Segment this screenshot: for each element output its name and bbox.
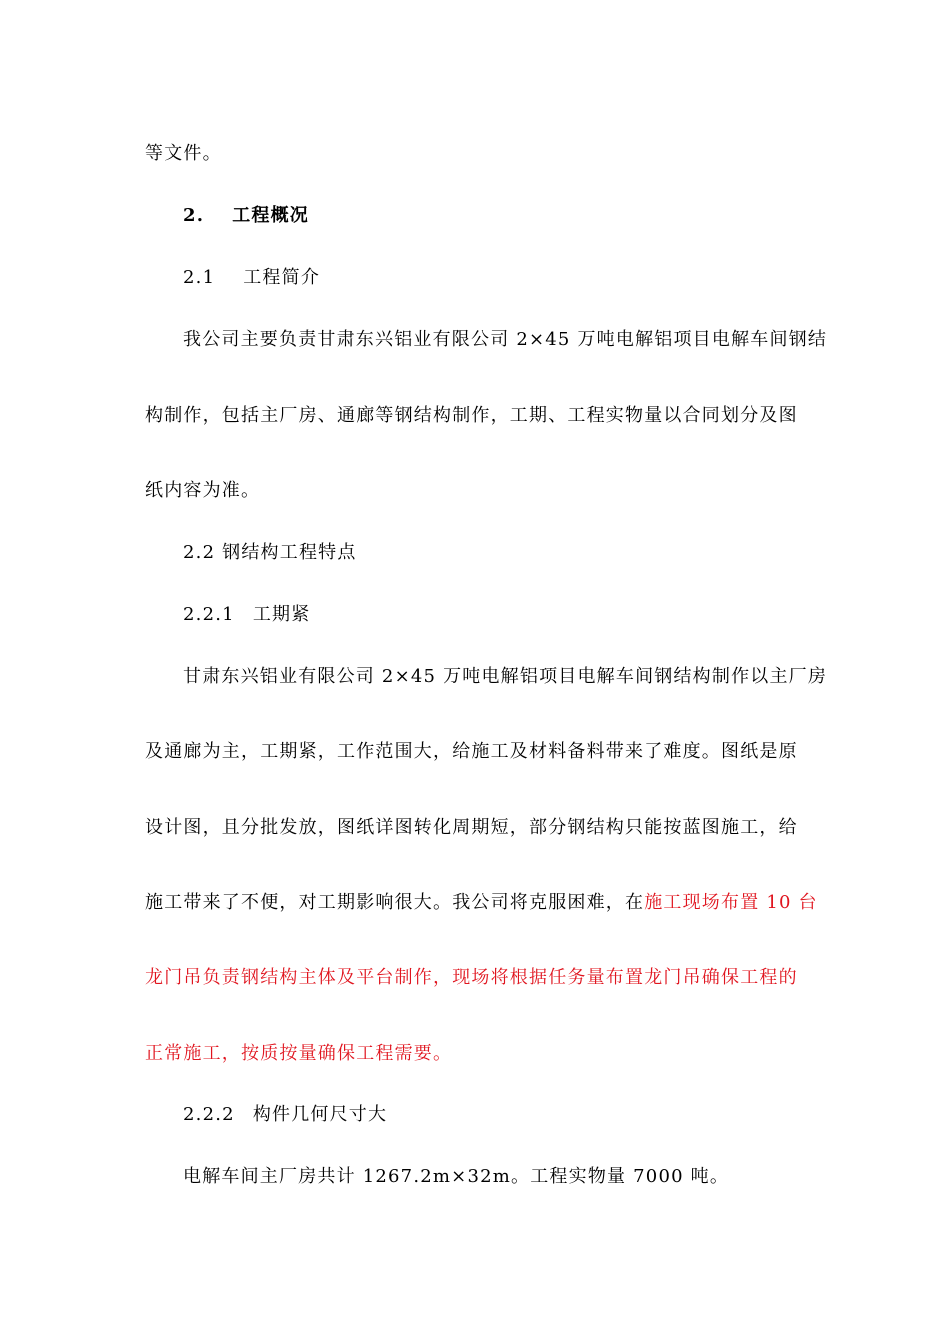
text-run: 施工带来了不便，对工期影响很大。我公司将克服困难，在 bbox=[145, 892, 645, 913]
paragraph-line: 电解车间主厂房共计 1267.2m×32m。工程实物量 7000 吨。 bbox=[183, 1166, 730, 1187]
paragraph-line bbox=[145, 891, 818, 915]
paragraph-line: 甘肃东兴铝业有限公司 2×45 万吨电解铝项目电解车间钢结构制作以主厂房 bbox=[183, 666, 828, 687]
paragraph-line: 设计图，且分批发放，图纸详图转化周期短，部分钢结构只能按蓝图施工，给 bbox=[145, 817, 798, 838]
section-title: 工程概况 bbox=[232, 205, 310, 226]
paragraph-line: 我公司主要负责甘肃东兴铝业有限公司 2×45 万吨电解铝项目电解车间钢结 bbox=[183, 329, 828, 350]
subsection-title: 工程简介 bbox=[243, 267, 321, 288]
subsubsection-heading bbox=[183, 603, 310, 627]
subsubsection-number: 2.2.1 bbox=[183, 604, 235, 625]
section-heading bbox=[183, 204, 309, 228]
paragraph-line: 构制作，包括主厂房、通廊等钢结构制作，工期、工程实物量以合同划分及图 bbox=[145, 405, 798, 426]
subsubsection-heading bbox=[183, 1103, 387, 1127]
highlighted-text: 龙门吊负责钢结构主体及平台制作，现场将根据任务量布置龙门吊确保工程的 bbox=[145, 967, 798, 988]
paragraph-line: 纸内容为准。 bbox=[145, 480, 261, 501]
subsubsection-number: 2.2.2 bbox=[183, 1104, 235, 1125]
subsection-number: 2.1 bbox=[183, 267, 216, 288]
highlighted-text: 施工现场布置 10 台 bbox=[644, 892, 818, 913]
paragraph-line: 等文件。 bbox=[145, 143, 222, 164]
section-number: 2. bbox=[183, 205, 205, 226]
subsection-heading bbox=[183, 266, 320, 290]
subsection-heading: 2.2 钢结构工程特点 bbox=[183, 542, 357, 563]
paragraph-line: 及通廊为主，工期紧，工作范围大，给施工及材料备料带来了难度。图纸是原 bbox=[145, 741, 798, 762]
highlighted-text: 正常施工，按质按量确保工程需要。 bbox=[145, 1043, 453, 1064]
subsubsection-title: 构件几何尺寸大 bbox=[252, 1104, 388, 1125]
subsubsection-title: 工期紧 bbox=[252, 604, 311, 625]
